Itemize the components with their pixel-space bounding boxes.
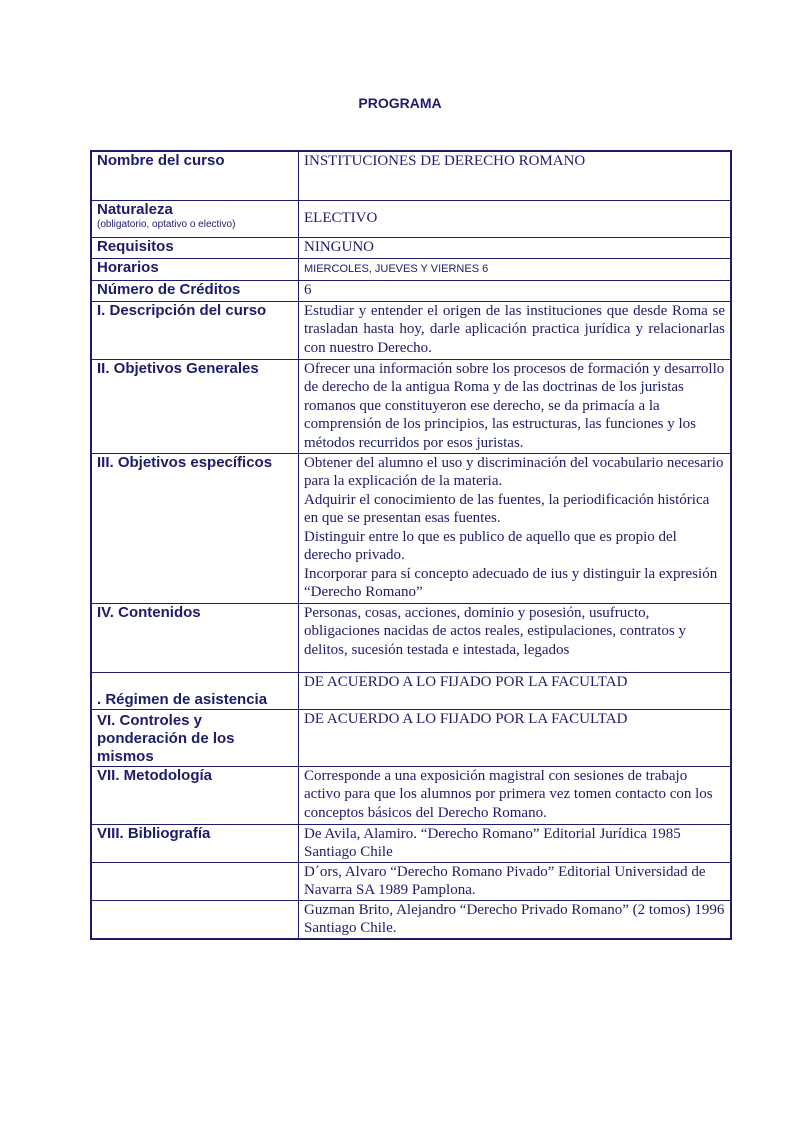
controls-label: VI. Controles y ponderación de los mismos [91, 709, 299, 766]
table-row [91, 359, 731, 453]
specific-objectives-cell [299, 453, 732, 603]
description-value: Estudiar y entender el origen de las instituciones que desde Roma se trasladan hasta hoy, darle aplicación practica jurídica y relacionarlas con nuestro Derecho. [299, 301, 732, 359]
attendance-label: . Régimen de asistencia [91, 672, 299, 709]
specific-objective-item: Obtener del alumno el uso y discriminación del vocabulario necesario para la explicación de la materia. [304, 454, 724, 489]
nature-sublabel: (obligatorio, optativo o electivo) [97, 218, 236, 230]
specific-objective-item: Adquirir el conocimiento de las fuentes, la periodificación histórica en que se presentan esas fuentes. [304, 491, 710, 526]
nature-label-cell [91, 200, 299, 237]
table-row [91, 672, 731, 709]
requirements-label: Requisitos [91, 237, 299, 258]
table-row [91, 237, 731, 258]
page-title: PROGRAMA [358, 95, 442, 111]
table-row [91, 280, 731, 301]
specific-objective-item: Incorporar para sí concepto adecuado de ius y distinguir la expresión “Derecho Romano” [304, 565, 718, 600]
table-row [91, 862, 731, 900]
methodology-value: Corresponde a una exposición magistral con sesiones de trabajo activo para que los alumnos por primera vez tomen contacto con los conceptos básicos del Derecho Romano. [299, 766, 732, 824]
requirements-value: NINGUNO [299, 237, 732, 258]
table-row [91, 301, 731, 359]
nature-value: ELECTIVO [299, 200, 732, 237]
table-row [91, 900, 731, 939]
schedule-label: Horarios [91, 258, 299, 280]
empty-cell [91, 862, 299, 900]
table-row [91, 453, 731, 603]
credits-label: Número de Créditos [91, 280, 299, 301]
nature-label: Naturaleza [97, 200, 173, 218]
table-row [91, 766, 731, 824]
bibliography-item: D´ors, Alvaro “Derecho Romano Pivado” Editorial Universidad de Navarra SA 1989 Pamplona. [299, 862, 732, 900]
table-row [91, 709, 731, 766]
contents-label: IV. Contenidos [91, 603, 299, 672]
bibliography-label: VIII. Bibliografía [91, 824, 299, 862]
course-name-label: Nombre del curso [91, 151, 299, 200]
credits-value: 6 [299, 280, 732, 301]
attendance-value: DE ACUERDO A LO FIJADO POR LA FACULTAD [299, 672, 732, 709]
bibliography-item: Guzman Brito, Alejandro “Derecho Privado Romano” (2 tomos) 1996 Santiago Chile. [299, 900, 732, 939]
program-table [90, 150, 732, 940]
schedule-value: MIERCOLES, JUEVES Y VIERNES 6 [299, 258, 732, 280]
table-row [91, 258, 731, 280]
course-name-value: INSTITUCIONES DE DERECHO ROMANO [299, 151, 732, 200]
specific-objectives-label: III. Objetivos específicos [91, 453, 299, 603]
specific-objective-item: Distinguir entre lo que es publico de aquello que es propio del derecho privado. [304, 528, 677, 563]
bibliography-item: De Avila, Alamiro. “Derecho Romano” Editorial Jurídica 1985 Santiago Chile [299, 824, 732, 862]
table-row [91, 200, 731, 237]
description-label: I. Descripción del curso [91, 301, 299, 359]
controls-value: DE ACUERDO A LO FIJADO POR LA FACULTAD [299, 709, 732, 766]
table-row [91, 603, 731, 672]
methodology-label: VII. Metodología [91, 766, 299, 824]
table-row [91, 824, 731, 862]
general-objectives-label: II. Objetivos Generales [91, 359, 299, 453]
contents-value: Personas, cosas, acciones, dominio y posesión, usufructo, obligaciones nacidas de actos reales, estipulaciones, contratos y delitos, sucesión testada e intestada, legados [299, 603, 732, 672]
empty-cell [91, 900, 299, 939]
general-objectives-value: Ofrecer una información sobre los procesos de formación y desarrollo de derecho de la antigua Roma y de las doctrinas de los juristas romanos que constituyeron ese derecho, se da primacía a la comprensión de los principios, las estructuras, las funciones y los métodos recurridos por esos juristas. [299, 359, 732, 453]
table-row [91, 151, 731, 200]
